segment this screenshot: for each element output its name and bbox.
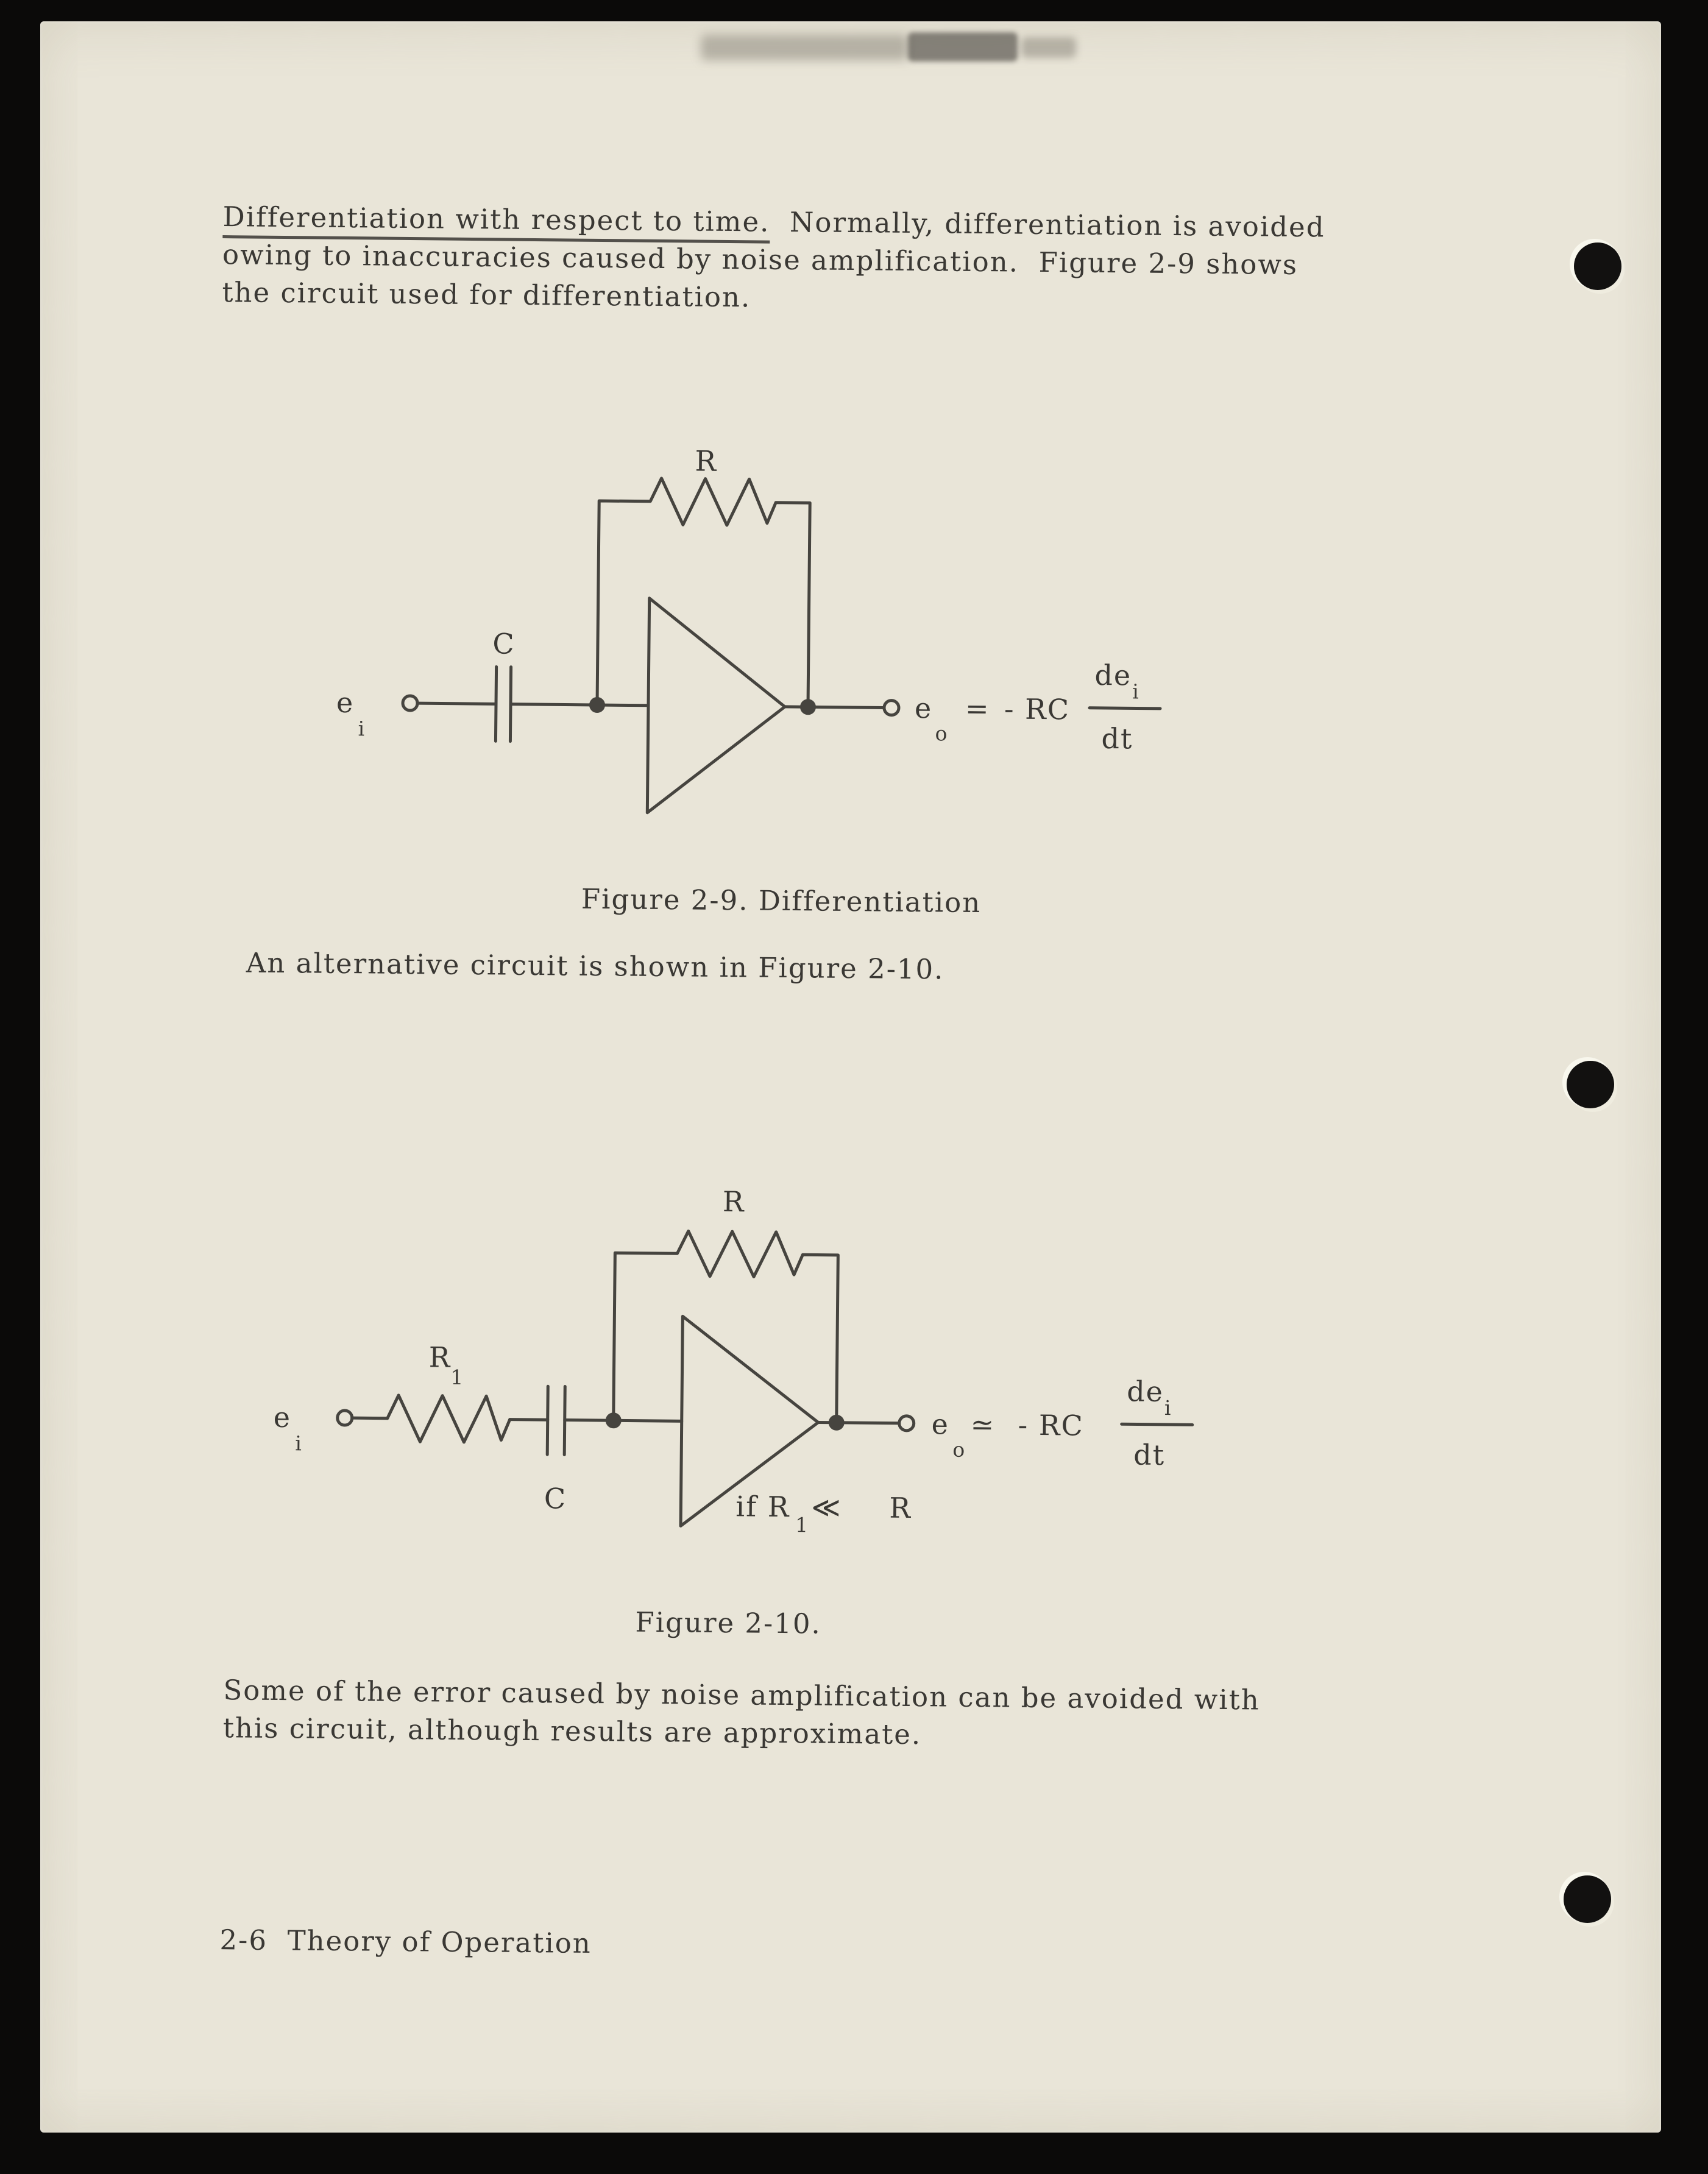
feedback-loop-wire [614,1230,838,1422]
closing-paragraph [223,1671,1260,1757]
underlined-heading: Differentiation with respect to time. [222,200,770,244]
figure-2-10-circuit [218,1136,1228,1573]
output-wire [785,707,884,708]
input-voltage-label: e [336,685,355,720]
condition-if-r: if R [735,1490,790,1524]
input-wire [417,703,496,704]
figure-2-9-caption-text: Figure 2-9. Differentiation [581,882,982,919]
approx-equal-sign: ≃ [970,1407,996,1442]
capacitor-plate-left [495,667,496,741]
feedback-loop-wire [597,478,810,707]
condition-r: R [889,1491,912,1524]
figure-2-10-caption-text: Figure 2-10. [635,1606,822,1640]
fraction-denominator: dt [1133,1438,1166,1471]
punch-hole-middle [1567,1061,1614,1108]
intro-line-1-rest: Normally, differentiation is avoided [770,205,1325,244]
input-voltage-subscript: i [295,1431,303,1456]
opamp-triangle [647,598,785,814]
intro-paragraph [222,198,1325,322]
input-terminal [403,696,417,710]
input-voltage-subscript: i [358,717,366,741]
junction-dot-output [829,1415,845,1431]
output-voltage-label: e [914,691,933,725]
figure-2-9-circuit [270,403,1201,899]
output-terminal [884,700,899,715]
closing-line-2: this circuit, although results are approximate. [222,1712,922,1751]
page-footer-text: 2-6 Theory of Operation [219,1924,592,1960]
fraction-numerator-subscript: i [1164,1395,1172,1420]
intro-line-2: owing to inaccuracies caused by noise amplification. Figure 2-9 shows [222,238,1299,281]
input-voltage-label: e [273,1400,292,1434]
fraction-bar [1090,708,1160,709]
series-resistor-label: R [428,1340,452,1374]
summing-junction-wire [565,1420,682,1422]
fraction-numerator: de [1126,1375,1164,1408]
page-content [30,13,1671,2140]
equals-sign: = [965,692,990,726]
punch-hole-bottom [1564,1875,1611,1923]
fraction-denominator: dt [1101,721,1133,756]
feedback-resistor-label: R [722,1184,745,1219]
feedback-resistor-label: R [695,444,718,478]
output-voltage-subscript: o [952,1437,966,1462]
fraction-bar [1122,1424,1192,1425]
capacitor-plate-left [547,1386,548,1454]
page-footer [219,1921,592,1963]
closing-line-1: Some of the error caused by noise amplification can be avoided with [223,1674,1260,1716]
series-resistor-subscript: 1 [450,1365,465,1389]
fraction-numerator: de [1094,658,1132,692]
output-voltage-subscript: o [935,721,949,746]
minus-rc-term: - RC [1004,692,1071,726]
minus-rc-term: - RC [1018,1408,1084,1442]
output-terminal [899,1416,914,1431]
alternative-circuit-text: An alternative circuit is shown in Figure 2-10. [246,946,944,986]
intro-line-3: the circuit used for differentiation. [222,276,751,314]
figure-2-10-caption [635,1604,821,1643]
capacitor-label: C [492,627,516,660]
alternative-circuit-sentence [246,944,944,988]
junction-dot-input [589,697,605,713]
input-terminal [338,1411,352,1425]
junction-dot-input [606,1412,622,1428]
series-resistor-zigzag [387,1395,510,1443]
paper-sheet [40,21,1661,2133]
fraction-numerator-subscript: i [1132,679,1141,704]
output-voltage-label: e [931,1407,950,1441]
capacitor-label: C [544,1482,567,1515]
figure-2-9-caption [581,880,982,922]
junction-dot-output [800,699,816,715]
condition-subscript: 1 [795,1513,810,1537]
summing-junction-wire [511,704,648,706]
much-less-than-sign: ≪ [811,1490,842,1524]
punch-hole-top [1574,243,1621,290]
